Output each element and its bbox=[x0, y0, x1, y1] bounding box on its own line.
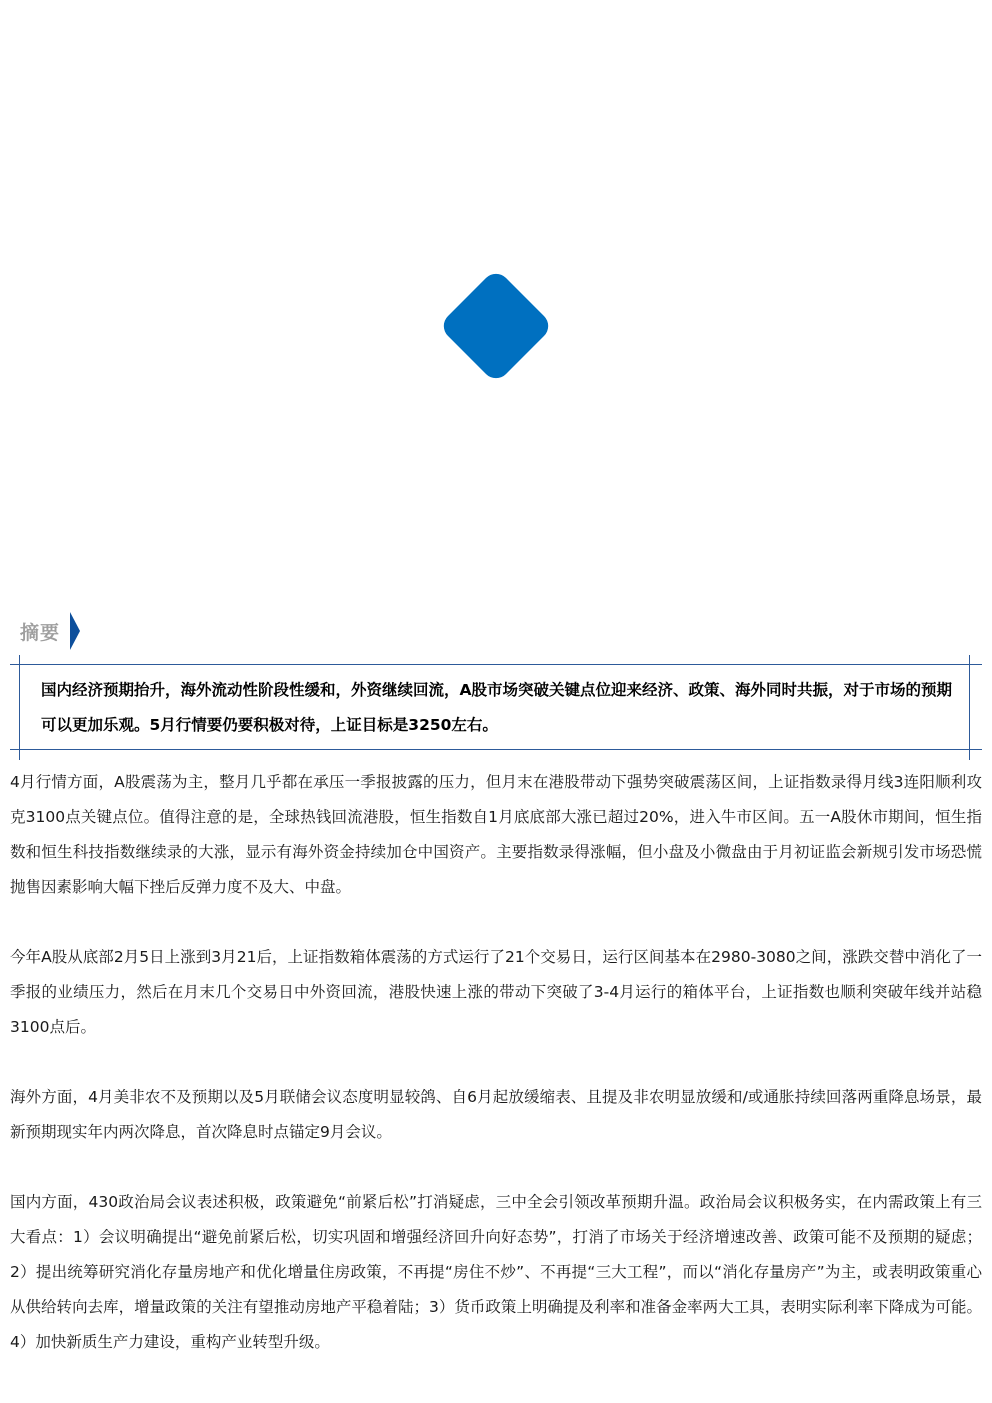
box-right-rule bbox=[969, 655, 970, 760]
box-top-rule bbox=[10, 664, 982, 665]
body-content bbox=[10, 765, 982, 1395]
chevron-right-icon bbox=[70, 612, 80, 650]
logo bbox=[424, 254, 568, 398]
paragraph-overseas: 海外方面，4月美非农不及预期以及5月联储会议态度明显较鸽、自6月起放缓缩表、且提及非农明显放缓和/或通胀持续回落两重降息场景，最新预期现实年内两次降息，首次降息时点锚定9月会议。 bbox=[10, 1088, 982, 1141]
paragraph-a-share-range: 今年A股从底部2月5日上涨到3月21后，上证指数箱体震荡的方式运行了21个交易日，运行区间基本在2980-3080之间，涨跌交替中消化了一季报的业绩压力，然后在月末几个交易日中外资回流，港股快速上涨的带动下突破了3-4月运行的箱体平台，上证指数也顺利突破年线并站稳3100点后。 bbox=[10, 948, 982, 1036]
blue-rounded-diamond-icon bbox=[424, 254, 568, 398]
paragraph-domestic-policy: 国内方面，430政治局会议表述积极，政策避免“前紧后松”打消疑虑，三中全会引领改革预期升温。政治局会议积极务实，在内需政策上有三大看点：1）会议明确提出“避免前紧后松，切实巩固和增强经济回升向好态势”，打消了市场关于经济增速改善、政策可能不及预期的疑虑；2）提出统筹研究消化存量房地产和优化增量住房政策，不再提“房住不炒”、不再提“三大工程”，而以“消化存量房产”为主，或表明政策重心从供给转向去库，增量政策的关注有望推动房地产平稳着陆；3）货币政策上明确提及利率和准备金率两大工具，表明实际利率下降成为可能。4）加快新质生产力建设，重构产业转型升级。 bbox=[10, 1193, 982, 1351]
paragraph-april-market: 4月行情方面，A股震荡为主，整月几乎都在承压一季报披露的压力，但月末在港股带动下强势突破震荡区间，上证指数录得月线3连阳顺利攻克3100点关键点位。值得注意的是，全球热钱回流港股，恒生指数自1月底底部大涨已超过20%，进入牛市区间。五一A股休市期间，恒生指数和恒生科技指数继续录的大涨，显示有海外资金持续加仓中国资产。主要指数录得涨幅，但小盘及小微盘由于月初证监会新规引发市场恐慌抛售因素影响大幅下挫后反弹力度不及大、中盘。 bbox=[10, 773, 982, 896]
summary-highlight-box bbox=[10, 655, 982, 760]
box-left-rule bbox=[19, 655, 20, 760]
logo-diamond-shape bbox=[438, 268, 554, 384]
section-title: 摘要 bbox=[20, 621, 61, 644]
summary-highlight-text: 国内经济预期抬升，海外流动性阶段性缓和，外资继续回流，A股市场突破关键点位迎来经济、政策、海外同时共振，对于市场的预期可以更加乐观。5月行情要仍要积极对待，上证目标是3250左右。 bbox=[41, 681, 953, 734]
summary-section-header bbox=[20, 612, 80, 650]
box-bottom-rule bbox=[10, 749, 982, 750]
